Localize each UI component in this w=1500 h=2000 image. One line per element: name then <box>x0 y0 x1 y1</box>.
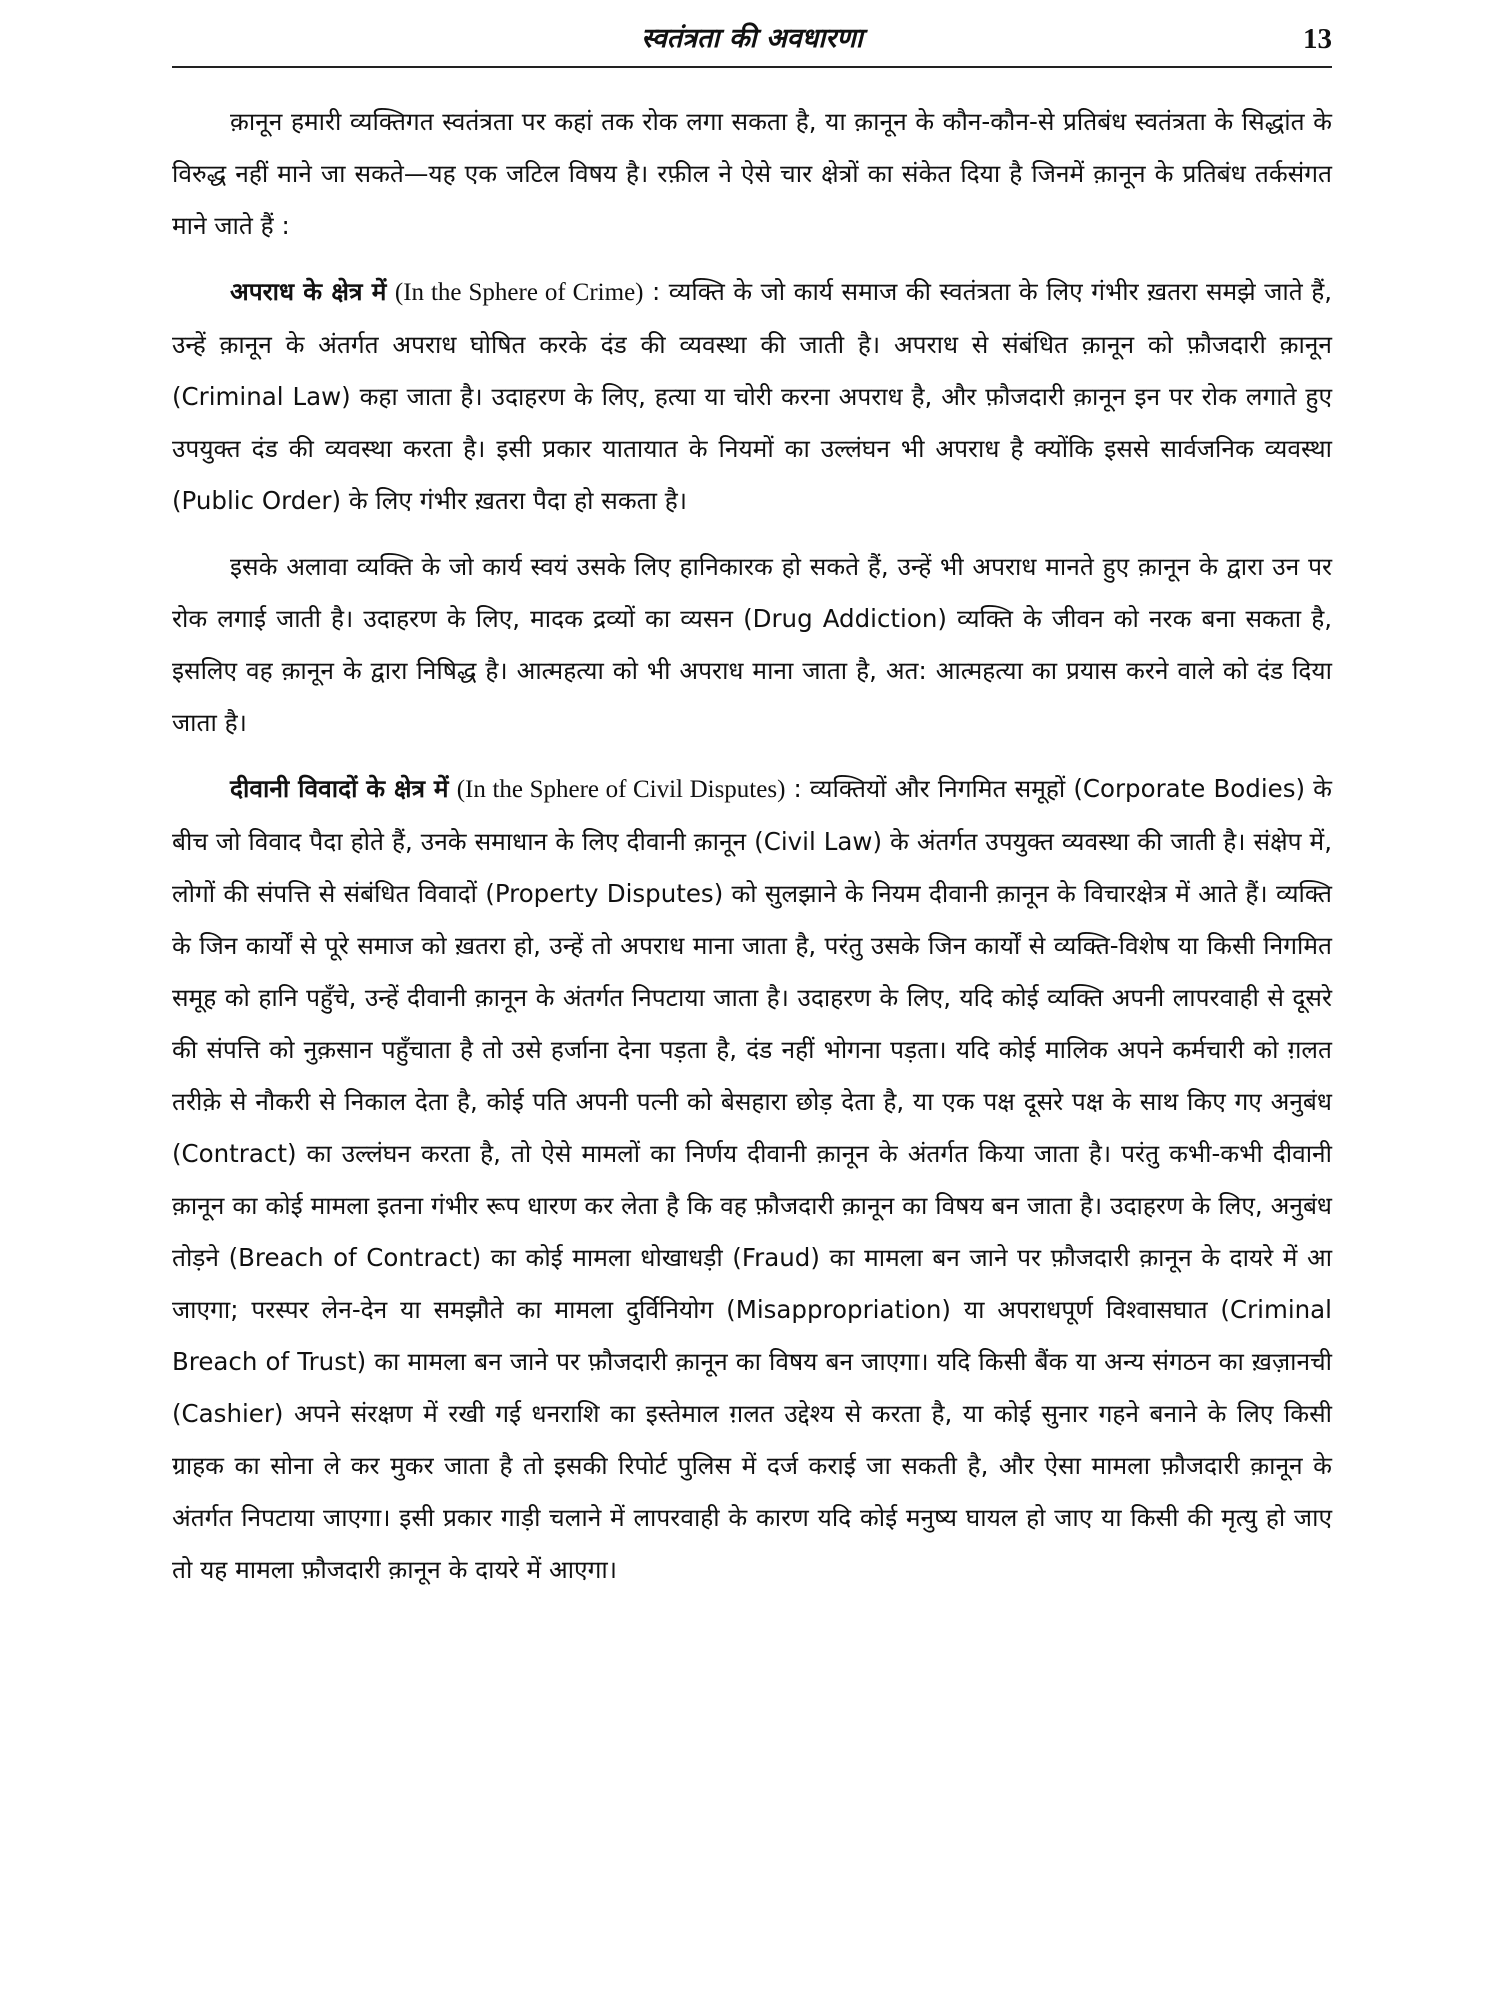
running-header <box>172 18 1332 64</box>
section-heading: दीवानी विवादों के क्षेत्र में <box>230 774 449 803</box>
header-divider <box>172 66 1332 68</box>
chapter-title: स्वतंत्रता की अवधारणा <box>641 23 863 54</box>
paragraph-sphere-of-crime <box>172 266 1332 527</box>
section-heading-english: (In the Sphere of Crime) <box>394 279 644 306</box>
paragraph-text: इसके अलावा व्यक्ति के जो कार्य स्वयं उसके लिए हानिकारक हो सकते हैं, उन्हें भी अपराध मानते हुए क़ानून के द्वारा उन पर रोक लगाई जाती है। उदाहरण के लिए, मादक द्रव्यों का व्यसन (Drug Addiction) व्यक्ति के जीवन को नरक बना सकता है, इसलिए वह क़ानून के द्वारा निषिद्ध है। आत्महत्या को भी अपराध माना जाता है, अत: आत्महत्या का प्रयास करने वाले को दंड दिया जाता है। <box>172 552 1332 737</box>
page-number: 13 <box>1303 23 1332 55</box>
paragraph-text: क़ानून हमारी व्यक्तिगत स्वतंत्रता पर कहां तक रोक लगा सकता है, या क़ानून के कौन-कौन-से प्रतिबंध स्वतंत्रता के सिद्धांत के विरुद्ध नहीं माने जा सकते—यह एक जटिल विषय है। रफ़ील ने ऐसे चार क्षेत्रों का संकेत दिया है जिनमें क़ानून के प्रतिबंध तर्कसंगत माने जाते हैं : <box>172 107 1332 240</box>
section-heading-english: (In the Sphere of Civil Disputes) <box>456 776 786 803</box>
paragraph-text: : व्यक्ति के जो कार्य समाज की स्वतंत्रता के लिए गंभीर ख़तरा समझे जाते हैं, उन्हें क़ानून के अंतर्गत अपराध घोषित करके दंड की व्यवस्था की जाती है। अपराध से संबंधित क़ानून को फ़ौजदारी क़ानून (Criminal Law) कहा जाता है। उदाहरण के लिए, हत्या या चोरी करना अपराध है, और फ़ौजदारी क़ानून इन पर रोक लगाते हुए उपयुक्त दंड की व्यवस्था करता है। इसी प्रकार यातायात के नियमों का उल्लंघन भी अपराध है क्योंकि इससे सार्वजनिक व्यवस्था (Public Order) के लिए गंभीर ख़तरा पैदा हो सकता है। <box>172 277 1332 515</box>
paragraph-civil-disputes <box>172 763 1332 1596</box>
paragraph-self-harm <box>172 541 1332 749</box>
section-heading: अपराध के क्षेत्र में <box>230 277 387 306</box>
body-text <box>172 96 1332 1610</box>
paragraph-intro <box>172 96 1332 252</box>
paragraph-text: : व्यक्तियों और निगमित समूहों (Corporate Bodies) के बीच जो विवाद पैदा होते हैं, उनके समाधान के लिए दीवानी क़ानून (Civil Law) के अंतर्गत उपयुक्त व्यवस्था की जाती है। संक्षेप में, लोगों की संपत्ति से संबंधित विवादों (Property Disputes) को सुलझाने के नियम दीवानी क़ानून के विचारक्षेत्र में आते हैं। व्यक्ति के जिन कार्यों से पूरे समाज को ख़तरा हो, उन्हें तो अपराध माना जाता है, परंतु उसके जिन कार्यों से व्यक्ति-विशेष या किसी निगमित समूह को हानि पहुँचे, उन्हें दीवानी क़ानून के अंतर्गत निपटाया जाता है। उदाहरण के लिए, यदि कोई व्यक्ति अपनी लापरवाही से दूसरे की संपत्ति को नुक़सान पहुँचाता है तो उसे हर्जाना देना पड़ता है, दंड नहीं भोगना पड़ता। यदि कोई मालिक अपने कर्मचारी को ग़लत तरीक़े से नौकरी से निकाल देता है, कोई पति अपनी पत्नी को बेसहारा छोड़ देता है, या एक पक्ष दूसरे पक्ष के साथ किए गए अनुबंध (Contract) का उल्लंघन करता है, तो ऐसे मामलों का निर्णय दीवानी क़ानून के अंतर्गत किया जाता है। परंतु कभी-कभी दीवानी क़ानून का कोई मामला इतना गंभीर रूप धारण कर लेता है कि वह फ़ौजदारी क़ानून का विषय बन जाता है। उदाहरण के लिए, अनुबंध तोड़ने (Breach of Contract) का कोई मामला धोखाधड़ी (Fraud) का मामला बन जाने पर फ़ौजदारी क़ानून के दायरे में आ जाएगा; परस्पर लेन-देन या समझौते का मामला दुर्विनियोग (Misappropriation) या अपराधपूर्ण विश्वासघात (Criminal Breach of Trust) का मामला बन जाने पर फ़ौजदारी क़ानून का विषय बन जाएगा। यदि किसी बैंक या अन्य संगठन का ख़ज़ानची (Cashier) अपने संरक्षण में रखी गई धनराशि का इस्तेमाल ग़लत उद्देश्य से करता है, या कोई सुनार गहने बनाने के लिए किसी ग्राहक का सोना ले कर मुकर जाता है तो इसकी रिपोर्ट पुलिस में दर्ज कराई जा सकती है, और ऐसा मामला फ़ौजदारी क़ानून के अंतर्गत निपटाया जाएगा। इसी प्रकार गाड़ी चलाने में लापरवाही के कारण यदि कोई मनुष्य घायल हो जाए या किसी की मृत्यु हो जाए तो यह मामला फ़ौजदारी क़ानून के दायरे में आएगा। <box>172 774 1332 1584</box>
